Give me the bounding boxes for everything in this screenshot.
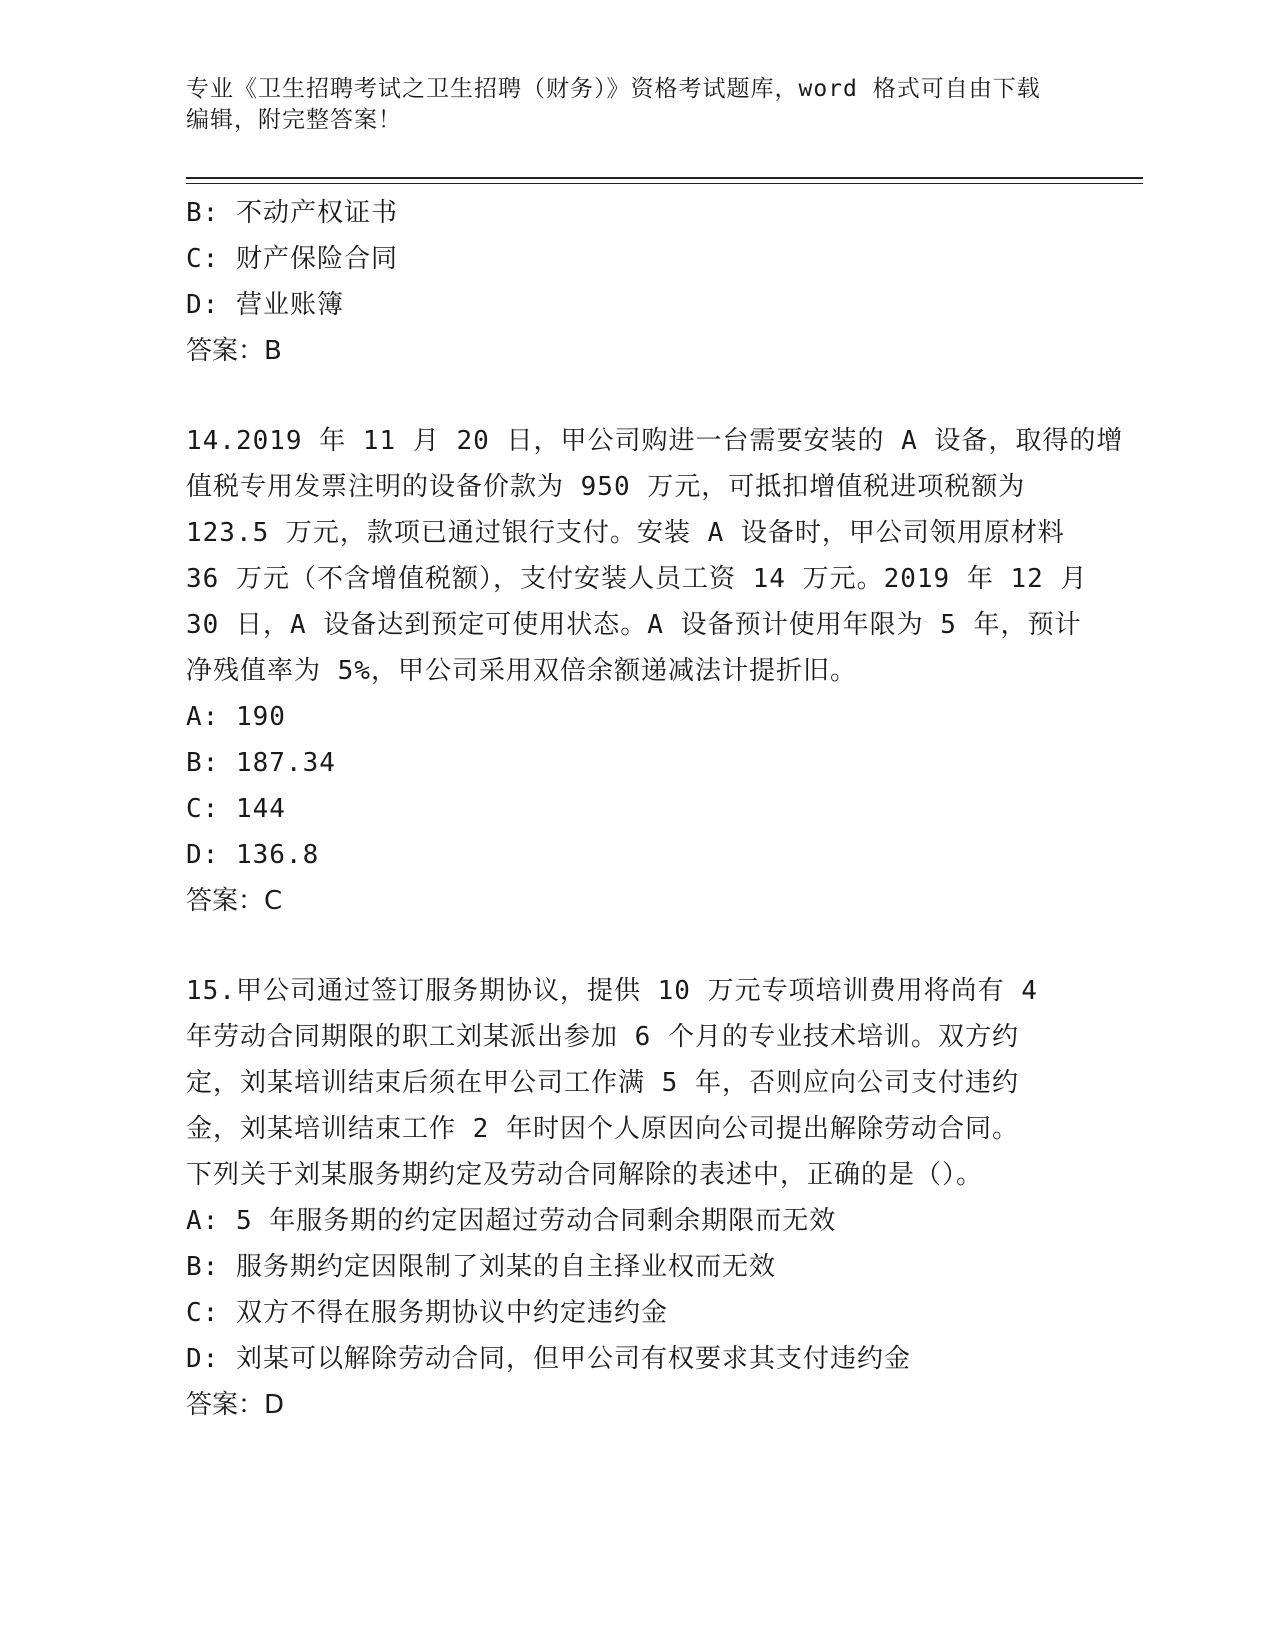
question-15 [186,968,1081,1428]
option-a: A: 190 [186,702,286,732]
option-d: D: 营业账簿 [186,290,344,320]
answer-line: 答案：D [186,1390,285,1420]
question-stem-line: 金，刘某培训结束工作 2 年时因个人原因向公司提出解除劳动合同。 [186,1114,1019,1144]
question-stem-line: 下列关于刘某服务期约定及劳动合同解除的表述中，正确的是（）。 [186,1160,984,1190]
option-b: B: 不动产权证书 [186,198,398,228]
question-stem-line: 年劳动合同期限的职工刘某派出参加 6 个月的专业技术培训。双方约 [186,1022,1019,1052]
header-title-line-2: 编辑，附完整答案！ [186,107,402,133]
option-c: C: 144 [186,794,286,824]
question-stem-line: 值税专用发票注明的设备价款为 950 万元，可抵扣增值税进项税额为 [186,472,1026,502]
option-d: D: 136.8 [186,840,320,870]
option-d: D: 刘某可以解除劳动合同，但甲公司有权要求其支付违约金 [186,1344,911,1374]
question-13-tail [186,190,1081,374]
question-stem-line: 36 万元（不含增值税额），支付安装人员工资 14 万元。2019 年 12 月 [186,564,1088,594]
option-a: A: 5 年服务期的约定因超过劳动合同剩余期限而无效 [186,1206,837,1236]
header-divider-thick [186,177,1143,179]
option-b: B: 服务期约定因限制了刘某的自主择业权而无效 [186,1252,776,1282]
question-stem-line: 15.甲公司通过签订服务期协议，提供 10 万元专项培训费用将尚有 4 [186,976,1038,1006]
header-title-line-1: 专业《卫生招聘考试之卫生招聘（财务）》资格考试题库，word 格式可自由下载 [186,76,1041,102]
answer-line: 答案：B [186,336,282,366]
option-c: C: 财产保险合同 [186,244,398,274]
spacer [186,924,1081,968]
question-stem-line: 定，刘某培训结束后须在甲公司工作满 5 年，否则应向公司支付违约 [186,1068,1019,1098]
question-stem-line: 14.2019 年 11 月 20 日，甲公司购进一台需要安装的 A 设备，取得的增 [186,426,1124,456]
question-stem-line: 净残值率为 5%，甲公司采用双倍余额递减法计提折旧。 [186,656,857,686]
question-stem-line: 123.5 万元，款项已通过银行支付。安装 A 设备时，甲公司领用原材料 [186,518,1065,548]
header-divider-thin [186,183,1143,184]
question-content [186,190,1124,1428]
answer-line: 答案：C [186,886,283,916]
option-c: C: 双方不得在服务期协议中约定违约金 [186,1298,668,1328]
spacer [186,374,1081,418]
document-header [186,74,1086,136]
question-14 [186,418,1124,924]
question-stem-line: 30 日，A 设备达到预定可使用状态。A 设备预计使用年限为 5 年，预计 [186,610,1082,640]
option-b: B: 187.34 [186,748,336,778]
